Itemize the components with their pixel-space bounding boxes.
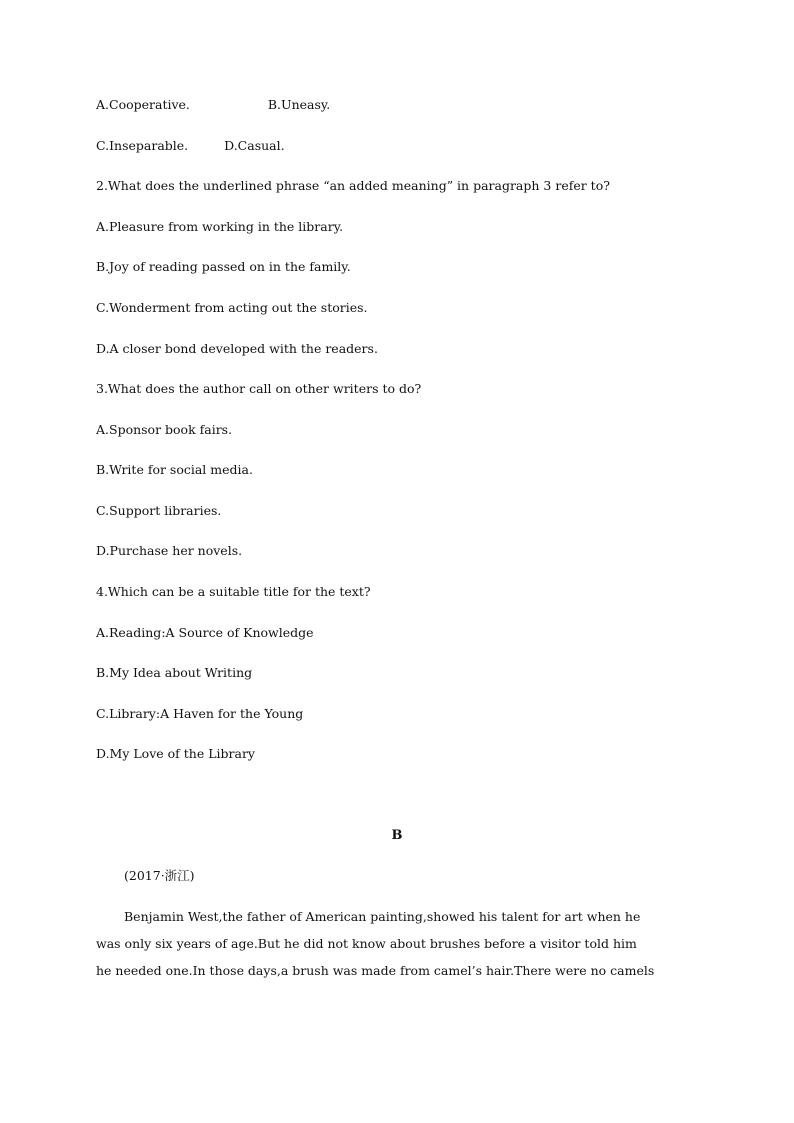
q2-option-b: B.Joy of reading passed on in the family. xyxy=(96,259,351,274)
q4-question: 4.Which can be a suitable title for the text? xyxy=(96,584,371,599)
q2-option-a: A.Pleasure from working in the library. xyxy=(96,219,344,234)
q2-option-d: D.A closer bond developed with the readers. xyxy=(96,341,378,356)
q1-option-c: C.Inseparable. xyxy=(96,138,189,153)
q4-option-b: B.My Idea about Writing xyxy=(96,665,253,680)
q3-option-d: D.Purchase her novels. xyxy=(96,543,243,558)
q3-question: 3.What does the author call on other writers to do? xyxy=(96,381,422,396)
q1-options-row-1 xyxy=(96,97,330,113)
q1-option-d: D.Casual. xyxy=(224,138,285,153)
q1-options-row-2 xyxy=(96,138,285,154)
q2-option-c: C.Wonderment from acting out the stories. xyxy=(96,300,368,315)
passage-line-3: he needed one.In those days,a brush was made from camel’s hair.There were no camels xyxy=(96,963,655,978)
q4-option-c: C.Library:A Haven for the Young xyxy=(96,706,304,721)
q1-option-a: A.Cooperative. xyxy=(96,97,190,112)
section-heading: B xyxy=(391,828,403,843)
q1-option-b: B.Uneasy. xyxy=(267,97,331,112)
q4-option-a: A.Reading:A Source of Knowledge xyxy=(96,625,314,640)
q2-question: 2.What does the underlined phrase “an added meaning” in paragraph 3 refer to? xyxy=(96,178,610,193)
q3-option-c: C.Support libraries. xyxy=(96,503,222,518)
passage-line-1: Benjamin West,the father of American painting,showed his talent for art when he xyxy=(124,909,641,924)
passage-line-2: was only six years of age.But he did not know about brushes before a visitor told him xyxy=(96,936,637,951)
q3-option-a: A.Sponsor book fairs. xyxy=(96,422,233,437)
passage-source: (2017·浙江) xyxy=(124,868,195,883)
q3-option-b: B.Write for social media. xyxy=(96,462,253,477)
q4-option-d: D.My Love of the Library xyxy=(96,746,255,761)
